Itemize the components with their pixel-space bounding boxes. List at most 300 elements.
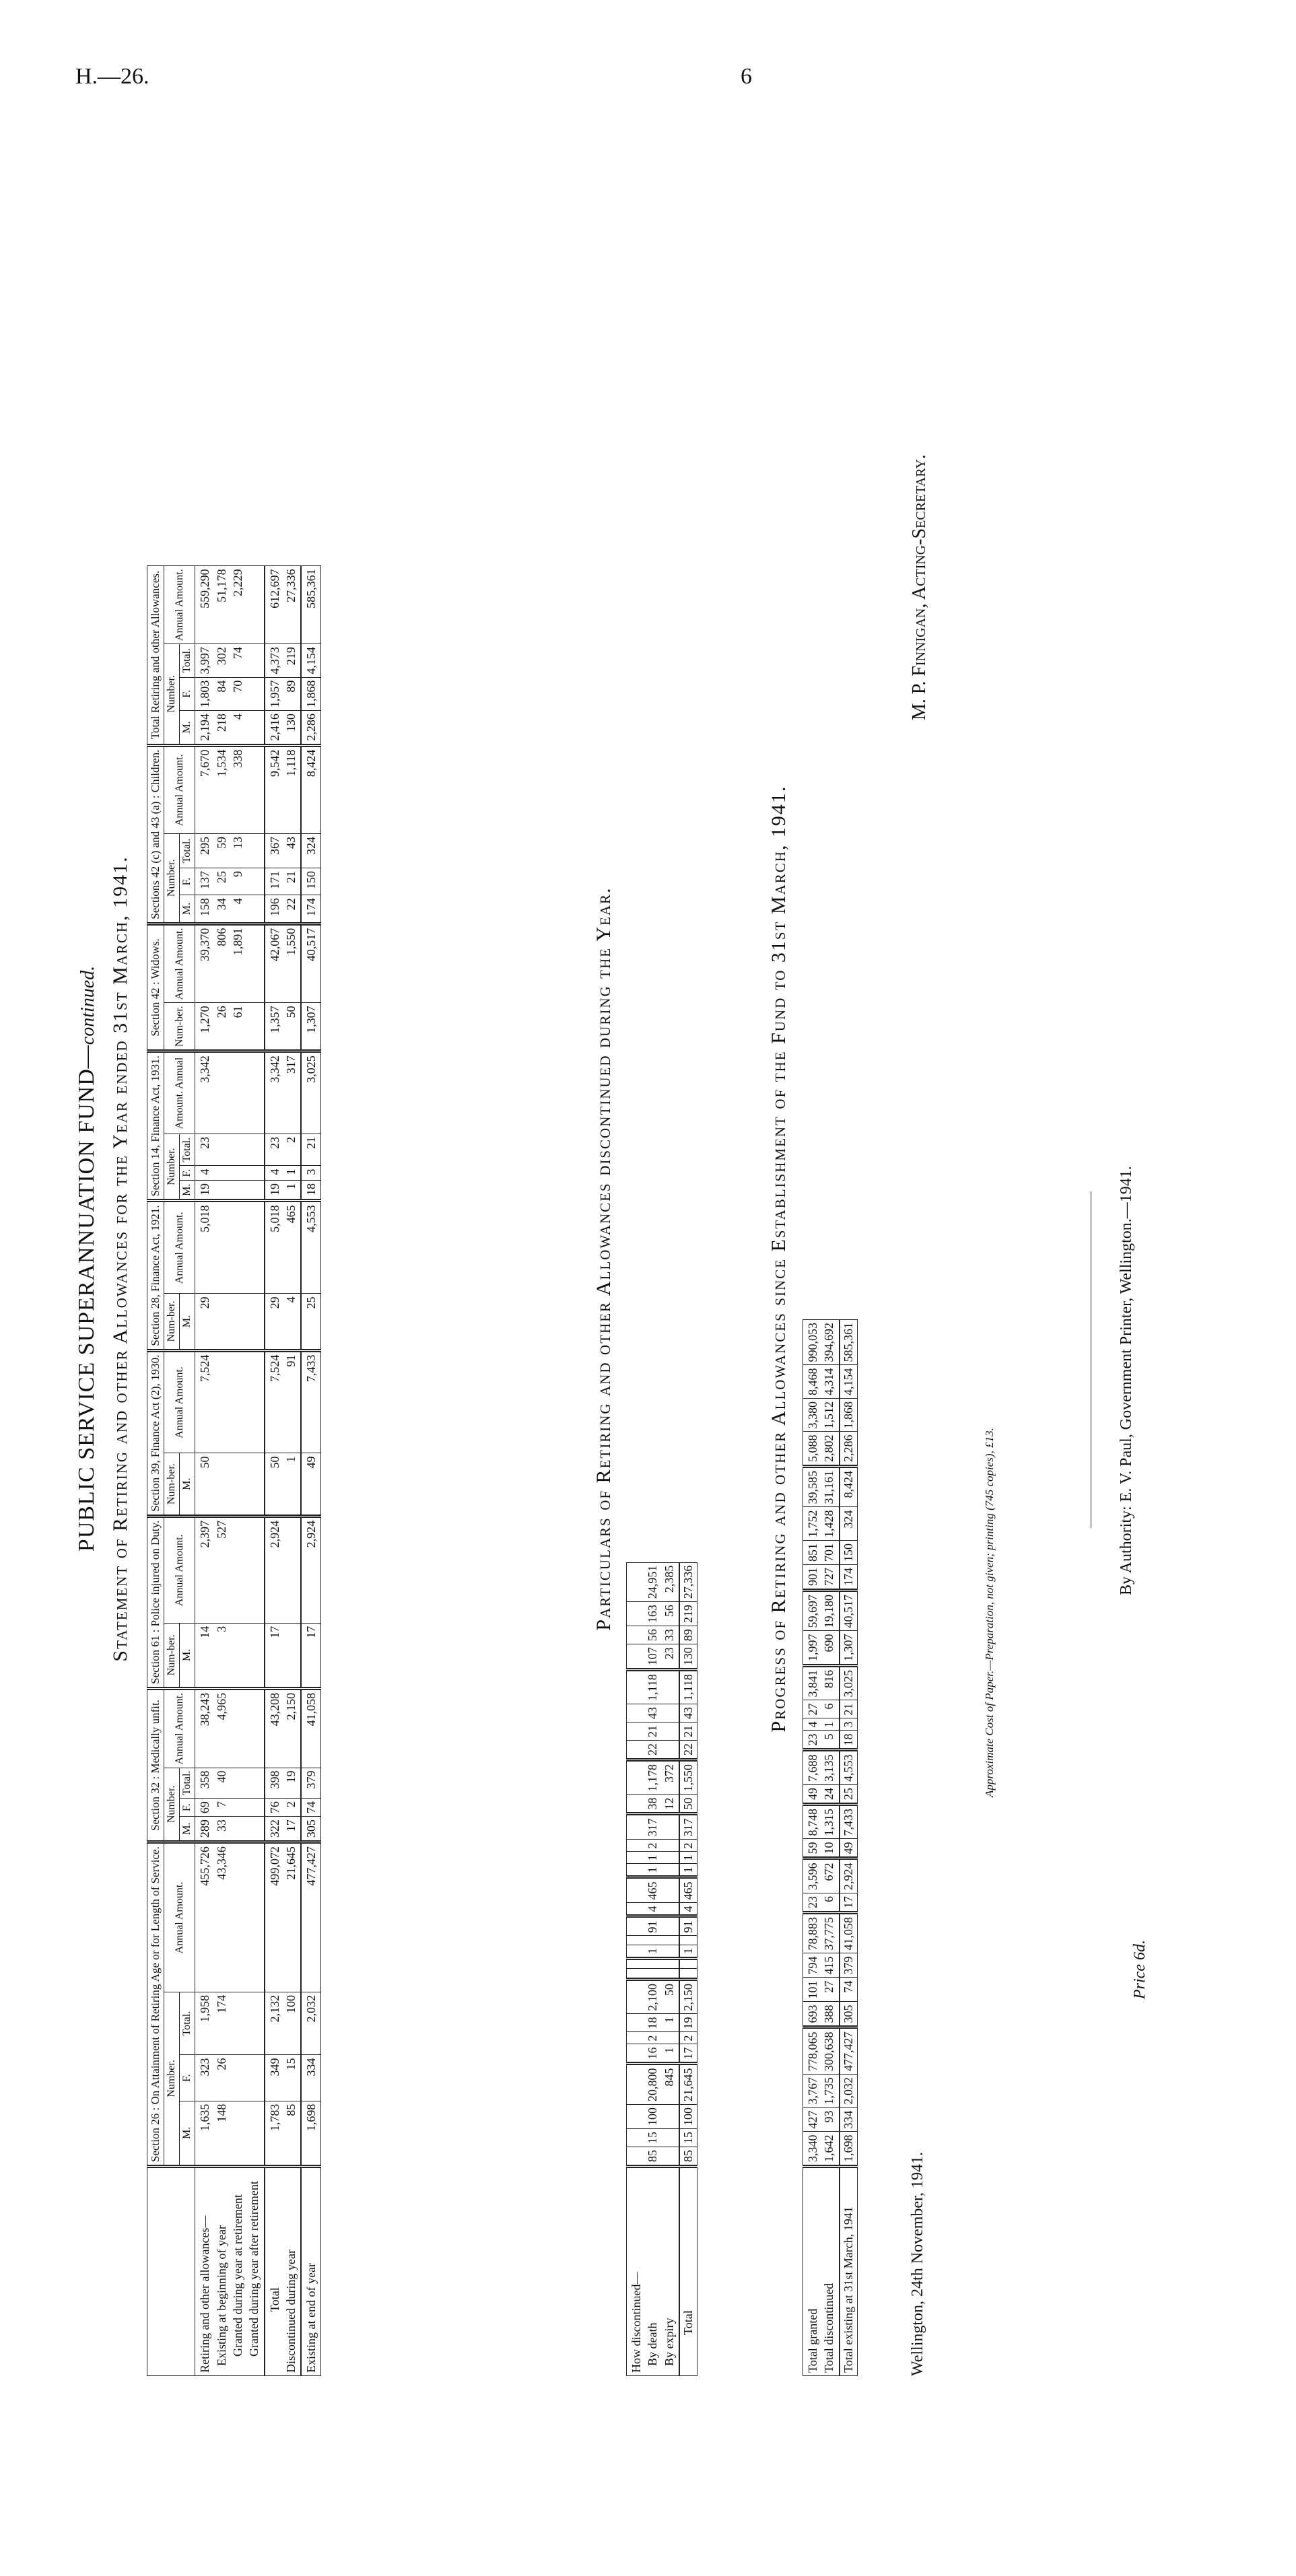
value: 1,550 bbox=[283, 928, 298, 956]
value: 322 bbox=[267, 1819, 281, 1838]
value: 289 bbox=[198, 1819, 212, 1838]
value: 465 bbox=[679, 1877, 697, 1903]
value: 43,208 bbox=[267, 1692, 281, 1727]
cell bbox=[195, 868, 265, 895]
value: 455,726 bbox=[198, 1846, 212, 1886]
cell bbox=[627, 1795, 679, 1814]
value: 8,424 bbox=[301, 745, 321, 833]
cell bbox=[195, 1768, 265, 1799]
cell bbox=[627, 1626, 679, 1644]
value: 585,361 bbox=[840, 1320, 858, 1366]
value: 372 bbox=[662, 1764, 676, 1782]
value: 816 bbox=[822, 1670, 836, 1688]
value: 22 bbox=[679, 1741, 697, 1760]
value: 16 bbox=[646, 2047, 660, 2060]
value: 1 bbox=[822, 1721, 836, 1728]
value: 845 bbox=[662, 2068, 676, 2087]
value: 21 bbox=[283, 871, 298, 884]
value: 394,692 bbox=[822, 1323, 836, 1362]
cell bbox=[803, 1718, 840, 1731]
value: 5,018 bbox=[198, 1205, 212, 1232]
cell bbox=[803, 2108, 840, 2132]
value: 324 bbox=[301, 834, 321, 868]
value: 100 bbox=[283, 1994, 298, 2013]
cell bbox=[195, 1516, 265, 1623]
cell bbox=[265, 1817, 302, 1842]
value: 39,370 bbox=[198, 928, 212, 962]
cell bbox=[195, 566, 265, 644]
cell bbox=[627, 1814, 679, 1840]
value: 17 bbox=[301, 1623, 321, 1688]
value: 3,340 bbox=[806, 2134, 819, 2162]
cell bbox=[265, 644, 302, 678]
cell bbox=[265, 1623, 302, 1688]
cell bbox=[803, 1700, 840, 1718]
table-row bbox=[840, 1320, 858, 2376]
value: 2,286 bbox=[840, 1432, 858, 1467]
value: 158 bbox=[198, 898, 212, 917]
cell bbox=[195, 1003, 265, 1051]
value: 672 bbox=[822, 1863, 836, 1881]
value: 465 bbox=[283, 1205, 298, 1224]
s42c-m: M. bbox=[180, 895, 195, 924]
value: 323 bbox=[198, 2058, 212, 2077]
value: 4 bbox=[198, 1169, 212, 1175]
value: 2,397 bbox=[198, 1520, 212, 1548]
value: 34 bbox=[214, 898, 228, 911]
value: 23 bbox=[267, 1136, 281, 1149]
page-number: 6 bbox=[741, 64, 752, 89]
value: 49 bbox=[301, 1453, 321, 1516]
value: 4,965 bbox=[214, 1692, 228, 1720]
value: 150 bbox=[301, 868, 321, 895]
cell bbox=[265, 1003, 302, 1051]
value: 2,286 bbox=[301, 711, 321, 746]
cell bbox=[627, 1969, 679, 1980]
cell bbox=[195, 1051, 265, 1134]
s39-annual: Annual Amount. bbox=[164, 1350, 195, 1453]
value: 3 bbox=[301, 1166, 321, 1180]
value: 61 bbox=[230, 1006, 244, 1018]
cell bbox=[195, 677, 265, 711]
value: 499,072 bbox=[267, 1846, 281, 1886]
value: 43 bbox=[283, 837, 298, 849]
value: 25 bbox=[301, 1294, 321, 1350]
progress-title: Progress of Retiring and other Allowances since Establishment of the Fund to 31st March, 1941. bbox=[768, 785, 790, 1733]
s61-number: Num-ber. bbox=[164, 1623, 180, 1688]
value: 1,891 bbox=[230, 928, 244, 956]
value: 527 bbox=[214, 1520, 228, 1539]
cell bbox=[803, 1467, 840, 1508]
cell bbox=[803, 1953, 840, 1978]
s26-annual: Annual Amount. bbox=[164, 1842, 195, 1992]
s32-number: Number. bbox=[164, 1768, 180, 1842]
value: 1 bbox=[646, 1867, 660, 1873]
cell bbox=[627, 1877, 679, 1903]
statement-body bbox=[195, 566, 321, 2376]
col-s32: Section 32 : Medically unfit. bbox=[147, 1688, 164, 1842]
total-annual: Annual Amount. bbox=[164, 566, 195, 644]
value: 219 bbox=[679, 1602, 697, 1626]
value: 15 bbox=[283, 2058, 298, 2070]
cell bbox=[803, 1399, 840, 1432]
value: 317 bbox=[283, 1055, 298, 1074]
value: 74 bbox=[840, 1978, 858, 2002]
value: 29 bbox=[198, 1296, 212, 1309]
value: 8,748 bbox=[806, 1809, 819, 1836]
value: 300,638 bbox=[822, 2031, 836, 2071]
value: 4,553 bbox=[840, 1750, 858, 1785]
value: 148 bbox=[214, 2103, 228, 2122]
cell bbox=[627, 2014, 679, 2032]
cell bbox=[195, 1799, 265, 1817]
row-label-total: Total bbox=[679, 2167, 697, 2376]
s26-m: M. bbox=[180, 2101, 195, 2166]
cell bbox=[803, 1913, 840, 1954]
value: 305 bbox=[840, 2002, 858, 2027]
cell bbox=[627, 1852, 679, 1864]
value: 1 bbox=[646, 1948, 660, 1954]
cell bbox=[195, 1817, 265, 1842]
value: 1 bbox=[283, 1183, 298, 1189]
value: 3,767 bbox=[806, 2077, 819, 2105]
value: 13 bbox=[230, 837, 244, 849]
value: 40,517 bbox=[840, 1591, 858, 1632]
cell bbox=[265, 1166, 302, 1180]
cell bbox=[195, 1134, 265, 1166]
authority-line: By Authority: E. V. Paul, Government Printer, Wellington.—1941. bbox=[1118, 1166, 1135, 1595]
row-label-granted: Total granted bbox=[806, 2308, 819, 2373]
value: 1,178 bbox=[646, 1764, 660, 1792]
col-s14: Section 14, Finance Act, 1931. bbox=[147, 1051, 164, 1201]
value: 1,735 bbox=[822, 2077, 836, 2105]
value: 1 bbox=[283, 1456, 298, 1463]
value: 2,924 bbox=[840, 1858, 858, 1893]
cell bbox=[627, 1760, 679, 1795]
cell bbox=[803, 1805, 840, 1840]
cell bbox=[195, 2055, 265, 2101]
fund-title bbox=[74, 114, 100, 2403]
value: 21,645 bbox=[283, 1846, 298, 1880]
cell bbox=[195, 1294, 265, 1350]
value: 367 bbox=[267, 837, 281, 856]
s61-annual: Annual Amount. bbox=[164, 1516, 195, 1623]
value: 2 bbox=[283, 1136, 298, 1143]
value: 26 bbox=[214, 1006, 228, 1018]
value: 317 bbox=[679, 1814, 697, 1840]
row-label-total: Total bbox=[267, 2287, 281, 2312]
value: 4 bbox=[230, 713, 244, 720]
footer-signature: M. P. Finnigan, Acting-Secretary. bbox=[909, 454, 930, 720]
cell bbox=[627, 1562, 679, 1602]
row-label bbox=[627, 2167, 679, 2376]
cell bbox=[195, 1992, 265, 2055]
value: 218 bbox=[214, 713, 228, 732]
total-f: F. bbox=[180, 677, 195, 711]
value: 2,802 bbox=[822, 1434, 836, 1462]
value: 1,315 bbox=[822, 1809, 836, 1836]
value: 219 bbox=[283, 647, 298, 666]
row-label-death: By death bbox=[646, 2322, 660, 2366]
cell bbox=[265, 868, 302, 895]
value: 349 bbox=[267, 2058, 281, 2077]
cell bbox=[265, 2101, 302, 2166]
value: 3 bbox=[214, 1626, 228, 1632]
value: 585,361 bbox=[301, 566, 321, 644]
s42c-f: F. bbox=[180, 868, 195, 895]
value: 379 bbox=[840, 1953, 858, 1978]
value: 23 bbox=[662, 1647, 676, 1660]
value: 17 bbox=[283, 1819, 298, 1832]
row-label-discontinued: Total discontinued bbox=[822, 2283, 836, 2373]
cell bbox=[627, 2105, 679, 2129]
cell bbox=[627, 2147, 679, 2167]
value: 2 bbox=[646, 2035, 660, 2042]
value: 85 bbox=[679, 2147, 697, 2167]
cell bbox=[265, 834, 302, 868]
value: 23 bbox=[198, 1136, 212, 1149]
row-label-existing: Total existing at 31st March, 1941 bbox=[840, 2167, 858, 2376]
value: 4,154 bbox=[301, 644, 321, 678]
value: 3,135 bbox=[822, 1754, 836, 1782]
row-label-existing: Existing at beginning of year bbox=[214, 2225, 228, 2366]
value: 5,088 bbox=[806, 1434, 819, 1462]
total-m: M. bbox=[180, 711, 195, 746]
value: 27,336 bbox=[283, 569, 298, 602]
cell bbox=[195, 1180, 265, 1200]
value: 358 bbox=[198, 1770, 212, 1789]
s14-number: Number. bbox=[164, 1134, 180, 1201]
value: 7,433 bbox=[301, 1350, 321, 1453]
value: 27 bbox=[806, 1703, 819, 1716]
value: 1 bbox=[283, 1169, 298, 1175]
value: 21,645 bbox=[679, 2064, 697, 2105]
value: 74 bbox=[230, 647, 244, 660]
cell bbox=[627, 1670, 679, 1704]
value: 4 bbox=[806, 1721, 819, 1728]
value: 78,883 bbox=[806, 1917, 819, 1951]
cell bbox=[803, 1591, 840, 1632]
col-s26: Section 26 : On Attainment of Retiring Age or for Length of Service. bbox=[147, 1842, 164, 2167]
value: 38,243 bbox=[198, 1692, 212, 1727]
row-label bbox=[803, 2167, 840, 2376]
total-number: Number. bbox=[164, 644, 180, 746]
s32-t: Total. bbox=[180, 1768, 195, 1799]
value: 612,697 bbox=[267, 569, 281, 608]
value: 1 bbox=[679, 1945, 697, 1959]
cell bbox=[803, 2132, 840, 2167]
s42c-t: Total. bbox=[180, 834, 195, 868]
value: 23 bbox=[806, 1896, 819, 1908]
cell bbox=[265, 745, 302, 833]
s39-number: Num-ber. bbox=[164, 1453, 180, 1516]
value: 150 bbox=[840, 1541, 858, 1565]
value: 1,803 bbox=[198, 680, 212, 708]
value: 2,100 bbox=[646, 1984, 660, 2011]
value: 21 bbox=[679, 1722, 697, 1741]
s26-f: F. bbox=[180, 2055, 195, 2101]
s14-annual: Amount. Annual bbox=[164, 1051, 195, 1134]
value: 2,032 bbox=[840, 2075, 858, 2108]
value: 101 bbox=[806, 1980, 819, 1999]
value: 41,058 bbox=[840, 1913, 858, 1954]
cell bbox=[195, 1623, 265, 1688]
cell bbox=[627, 1644, 679, 1670]
value: 1,868 bbox=[301, 677, 321, 711]
cell bbox=[627, 1903, 679, 1916]
cell bbox=[265, 1516, 302, 1623]
value: 70 bbox=[230, 680, 244, 693]
cell bbox=[195, 834, 265, 868]
value bbox=[679, 1936, 697, 1945]
cell bbox=[803, 1785, 840, 1805]
cell bbox=[627, 1722, 679, 1741]
cell bbox=[195, 1842, 265, 1992]
value: 42,067 bbox=[267, 928, 281, 962]
s61-m: M. bbox=[180, 1623, 195, 1688]
value: 10 bbox=[822, 1842, 836, 1854]
value: 8,424 bbox=[840, 1467, 858, 1508]
cell bbox=[265, 1799, 302, 1817]
value: 1,698 bbox=[301, 2101, 321, 2166]
value: 43,346 bbox=[214, 1846, 228, 1880]
value: 19 bbox=[283, 1770, 298, 1783]
value: 4,373 bbox=[267, 647, 281, 674]
value: 91 bbox=[646, 1920, 660, 1933]
value: 302 bbox=[214, 647, 228, 666]
value: 20,800 bbox=[646, 2068, 660, 2101]
progress-table bbox=[803, 1319, 858, 2376]
cell bbox=[627, 2064, 679, 2105]
value: 338 bbox=[230, 749, 244, 768]
value bbox=[679, 1969, 697, 1980]
value: 174 bbox=[840, 1565, 858, 1591]
s32-f: F. bbox=[180, 1799, 195, 1817]
value: 22 bbox=[646, 1743, 660, 1755]
total-t: Total. bbox=[180, 644, 195, 678]
s26-t: Total. bbox=[180, 1992, 195, 2055]
value: 39,585 bbox=[806, 1471, 819, 1504]
cell bbox=[803, 2075, 840, 2108]
value: 91 bbox=[283, 1354, 298, 1367]
cell bbox=[803, 1565, 840, 1591]
value: 6 bbox=[822, 1703, 836, 1710]
value: 1,512 bbox=[822, 1401, 836, 1429]
label-head bbox=[147, 2167, 195, 2376]
value: 15 bbox=[679, 2129, 697, 2147]
value: 9,542 bbox=[267, 749, 281, 777]
value: 379 bbox=[301, 1768, 321, 1799]
value: 7,524 bbox=[267, 1354, 281, 1383]
value: 100 bbox=[679, 2105, 697, 2129]
value: 50 bbox=[662, 1984, 676, 1996]
value: 84 bbox=[214, 680, 228, 693]
value: 693 bbox=[806, 2005, 819, 2023]
value: 17 bbox=[840, 1893, 858, 1913]
row-label-granted-at: Granted during year at retirement bbox=[230, 2194, 244, 2357]
value: 1,957 bbox=[267, 680, 281, 708]
value: 59 bbox=[806, 1842, 819, 1854]
value: 1,534 bbox=[214, 749, 228, 777]
row-label-heading: Retiring and other allowances— bbox=[198, 2215, 212, 2373]
value: 50 bbox=[283, 1006, 298, 1018]
cell bbox=[265, 566, 302, 644]
value: 3,025 bbox=[840, 1666, 858, 1701]
cell bbox=[803, 1750, 840, 1785]
value: 1,752 bbox=[806, 1510, 819, 1537]
s14-t: Total. bbox=[180, 1134, 195, 1166]
value: 18 bbox=[301, 1180, 321, 1200]
value: 7,433 bbox=[840, 1805, 858, 1840]
s28-annual: Annual Amount. bbox=[164, 1201, 195, 1294]
s39-m: M. bbox=[180, 1453, 195, 1516]
cell bbox=[265, 677, 302, 711]
value: 1,635 bbox=[198, 2103, 212, 2132]
value: 295 bbox=[198, 837, 212, 856]
cell bbox=[803, 2027, 840, 2075]
value: 19 bbox=[679, 2014, 697, 2032]
cell bbox=[803, 1858, 840, 1893]
cell bbox=[803, 1507, 840, 1541]
value: 1 bbox=[679, 1864, 697, 1877]
cell bbox=[627, 1864, 679, 1877]
report-code: H.—26. bbox=[75, 64, 149, 89]
value: 27,336 bbox=[679, 1562, 697, 1602]
value: 174 bbox=[214, 1994, 228, 2013]
value: 93 bbox=[822, 2110, 836, 2123]
value: 3,342 bbox=[267, 1055, 281, 1083]
cell bbox=[195, 924, 265, 1003]
value: 334 bbox=[840, 2108, 858, 2132]
value: 990,053 bbox=[806, 1323, 819, 1362]
value: 107 bbox=[646, 1647, 660, 1666]
value: 37,775 bbox=[822, 1917, 836, 1951]
value: 18 bbox=[840, 1731, 858, 1750]
value: 1,118 bbox=[646, 1674, 660, 1701]
statement-title: Statement of Retiring and other Allowances for the Year ended 31st March, 1941. bbox=[109, 856, 131, 1662]
discontinued-title: Particulars of Retiring and other Allowances discontinued during the Year. bbox=[592, 886, 615, 1631]
value: 12 bbox=[662, 1797, 676, 1810]
row-label-discontinued: Discontinued during year bbox=[283, 2250, 298, 2373]
value: 22 bbox=[283, 898, 298, 911]
statement-table bbox=[147, 565, 321, 2376]
cell bbox=[803, 2002, 840, 2027]
value: 21 bbox=[301, 1134, 321, 1166]
cell bbox=[803, 1631, 840, 1666]
value: 4,314 bbox=[822, 1368, 836, 1395]
rotated-page bbox=[67, 114, 1293, 2403]
value: 1,428 bbox=[822, 1510, 836, 1537]
value: 50 bbox=[679, 1795, 697, 1814]
row-label bbox=[195, 2167, 265, 2376]
value: 1 bbox=[679, 1852, 697, 1864]
value: 465 bbox=[646, 1881, 660, 1900]
value: 3 bbox=[840, 1718, 858, 1731]
value: 56 bbox=[646, 1629, 660, 1642]
value: 1,958 bbox=[198, 1994, 212, 2023]
col-s39: Section 39, Finance Act (2), 1930. bbox=[147, 1350, 164, 1516]
cell bbox=[265, 1134, 302, 1166]
s26-number: Number. bbox=[164, 1992, 180, 2166]
value: 1,270 bbox=[198, 1006, 212, 1033]
s32-m: M. bbox=[180, 1817, 195, 1842]
value: 19,180 bbox=[822, 1595, 836, 1628]
value: 559,290 bbox=[198, 569, 212, 608]
value: 4,553 bbox=[301, 1201, 321, 1294]
s14-f: F. bbox=[180, 1166, 195, 1180]
s14-m: M. bbox=[180, 1180, 195, 1200]
cell bbox=[265, 1180, 302, 1200]
